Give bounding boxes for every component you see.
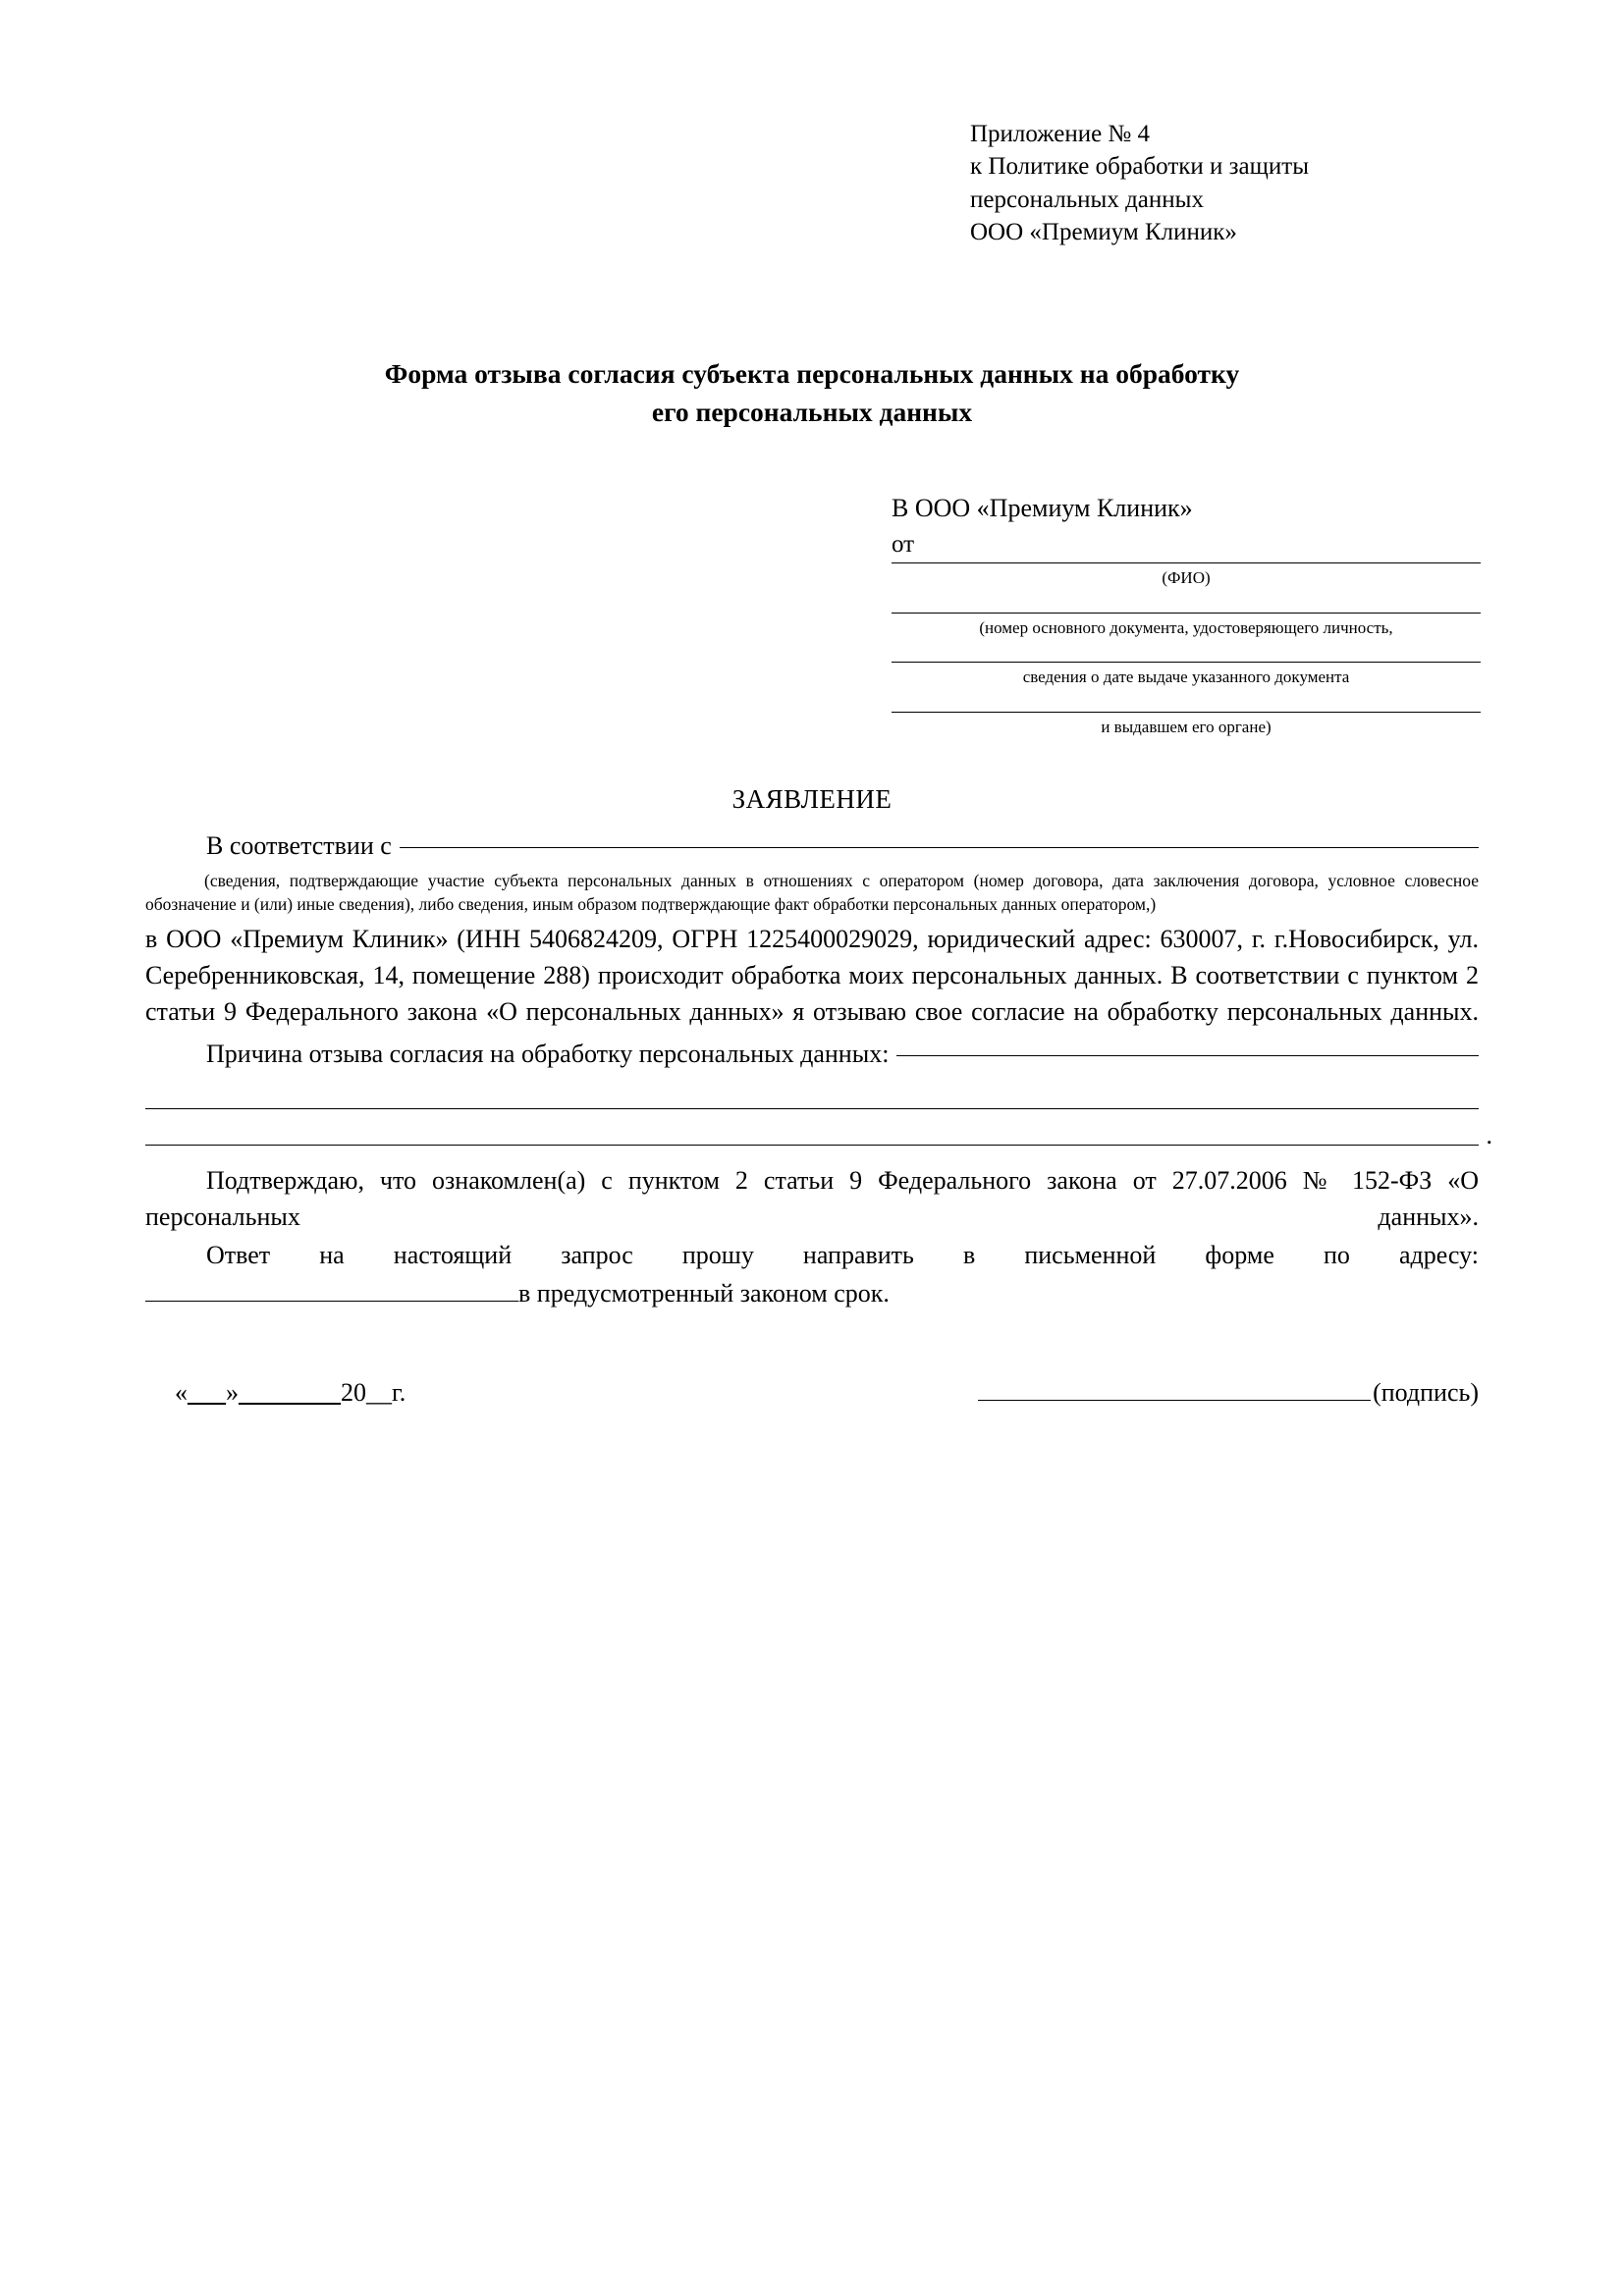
reason-label: Причина отзыва согласия на обработку персональных данных: [206,1039,890,1068]
document-date-caption: сведения о дате выдаче указанного документа [1022,667,1350,687]
document-issuer-caption: и выдавшем его органе) [1101,717,1272,736]
signature-caption: (подпись) [1373,1378,1479,1408]
answer-paragraph: Ответ на настоящий запрос прошу направить в письменной форме по адресу: [206,1240,1479,1269]
document-issuer-field-line[interactable] [892,712,1481,713]
reason-row [145,1037,1479,1073]
addressee-organization: В ООО «Премиум Клиник» [892,494,1193,523]
document-date-field-line[interactable] [892,662,1481,663]
appendix-header-line-4: ООО «Премиум Клиник» [970,218,1237,245]
answer-address-row [145,1276,1479,1312]
reason-input-line-3[interactable] [145,1109,1492,1149]
date-field[interactable] [175,1378,406,1408]
appendix-header [970,118,1479,248]
main-paragraph: в ООО «Премиум Клиник» (ИНН 5406824209, ОГРН 1225400029029, юридический адрес: 630007, г. г.Новосибирск, ул. Серебренниковская, 14, помещение 288) происходит обработка моих персональных данных. В соответствии с пунктом 2 статьи 9 Федерального закона «О персональных данных» я отзываю свое согласие на обработку персональных данных. [145,925,1479,1027]
reason-input-line-2[interactable] [145,1073,1479,1109]
page-title [145,354,1479,431]
in-accordance-row [145,828,1479,865]
appendix-header-line-2: к Политике обработки и защиты [970,153,1310,181]
fio-caption: (ФИО) [1162,568,1211,588]
addressee-from-label: от [892,530,915,558]
in-accordance-input-line[interactable] [400,847,1479,848]
date-quote-open: « [175,1378,188,1408]
fio-field-line[interactable] [892,562,1481,563]
appendix-header-line-3: персональных данных [970,186,1204,213]
date-year: 20__г. [341,1378,406,1408]
answer-address-tail: в предусмотренный законом срок. [518,1278,890,1308]
addressee-block [892,490,1481,739]
in-accordance-note-text: (сведения, подтверждающие участие субъекта персональных данных в отношениях с оператором (номер договора, дата заключения договора, условное словесное обозначение и (или) иные сведения), либо сведения, иным образом подтверждающие факт обработки персональных данных оператором,) [145,870,1479,915]
document-number-caption: (номер основного документа, удостоверяющего личность, [979,617,1393,637]
page-title-line-1: Форма отзыва согласия субъекта персональных данных на обработку [384,358,1240,389]
in-accordance-note [145,869,1479,916]
reason-period: . [1486,1120,1492,1149]
in-accordance-label: В соответствии с [206,831,392,861]
appendix-header-line-1: Приложение № 4 [970,121,1151,147]
statement-heading: ЗАЯВЛЕНИЕ [731,784,893,815]
date-month-blank: ________ [239,1378,341,1408]
signature-row [145,1378,1479,1408]
answer-address-input-line[interactable] [145,1279,518,1302]
signature-input-line[interactable] [978,1380,1371,1401]
page-title-line-2: его персональных данных [651,397,973,428]
confirm-paragraph: Подтверждаю, что ознакомлен(а) с пунктом 2 статьи 9 Федерального закона от 27.07.2006 № 152-ФЗ «О персональных данных». [145,1165,1479,1231]
date-day-blank: ___ [188,1378,226,1408]
date-quote-close: » [226,1378,239,1408]
reason-input-line-1[interactable] [896,1055,1479,1056]
document-number-field-line[interactable] [892,613,1481,614]
